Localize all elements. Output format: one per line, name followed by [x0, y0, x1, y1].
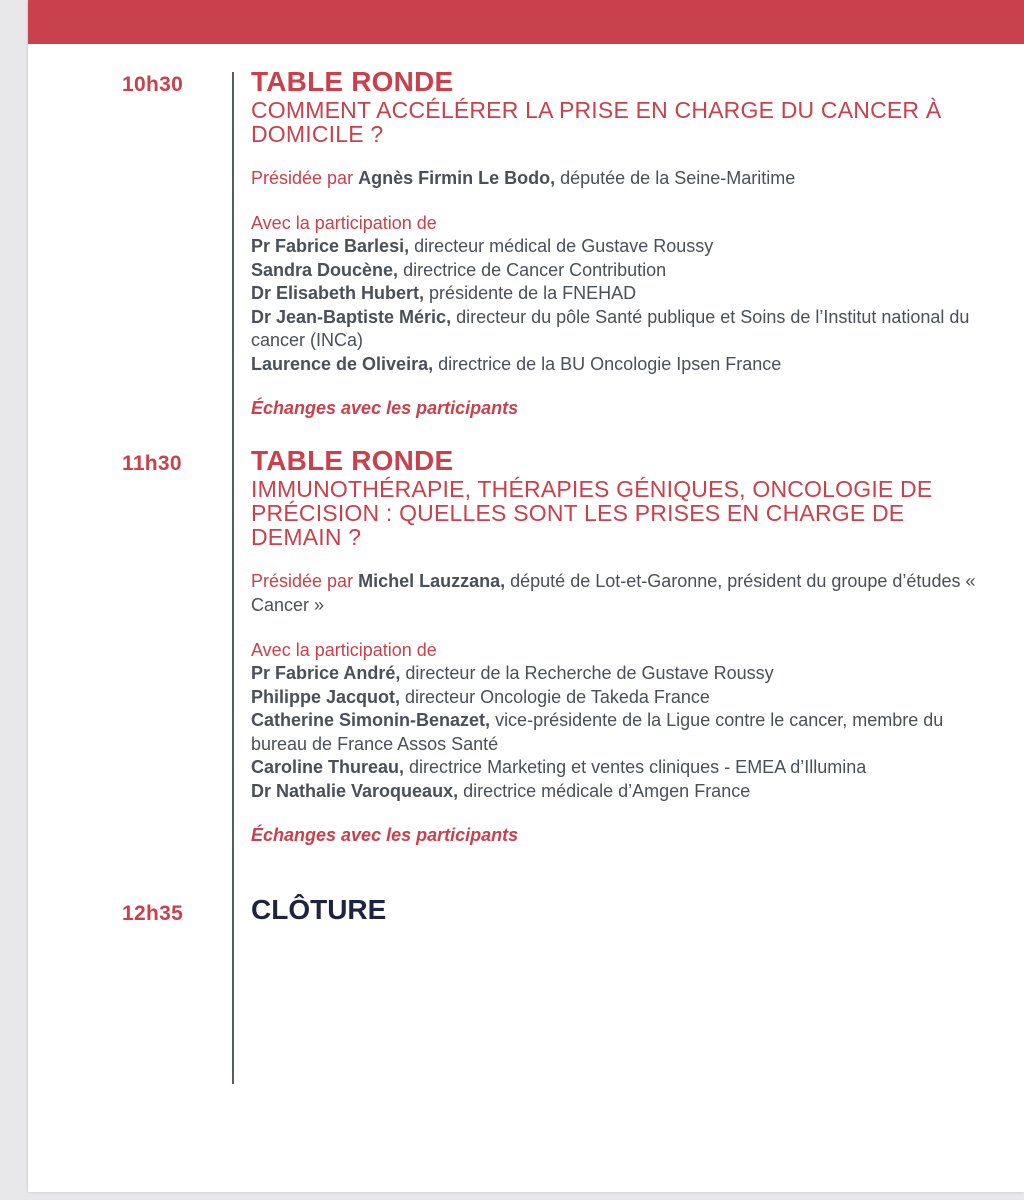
participant-name: Dr Jean-Baptiste Méric, [251, 306, 452, 327]
session-2-kicker: TABLE RONDE [251, 445, 454, 476]
session-1 [251, 68, 991, 419]
closing-title: CLÔTURE [251, 894, 387, 925]
participant [251, 662, 991, 686]
participant-role: directeur Oncologie de Takeda France [405, 686, 710, 707]
session-1-kicker: TABLE RONDE [251, 66, 454, 97]
participant-role: directeur médical de Gustave Roussy [414, 236, 714, 256]
chair-name: Michel Lauzzana, [358, 571, 506, 591]
participants-label: Avec la participation de [251, 640, 437, 660]
participants-list [251, 235, 991, 376]
participant [251, 686, 991, 710]
chair-role: député de Lot-et-Garonne, président du groupe d’études « Cancer » [251, 571, 976, 615]
exchanges-note: Échanges avec les participants [251, 825, 519, 845]
session-2-topic: IMMUNOTHÉRAPIE, THÉRAPIES GÉNIQUES, ONCOLOGIE DE PRÉCISION : QUELLES SONT LES PRISES EN CHARGE DE DEMAIN ? [251, 476, 933, 550]
participant-role: présidente de la FNEHAD [429, 283, 637, 303]
header-band [28, 0, 1024, 44]
participant-name: Caroline Thureau, [251, 757, 405, 777]
closing-time: 12h35 [122, 902, 184, 925]
participant [251, 259, 991, 283]
session-1-time: 10h30 [122, 73, 184, 96]
participant [251, 709, 991, 756]
participant-name: Pr Fabrice André, [251, 663, 401, 683]
session-1-chair [251, 166, 991, 190]
participant [251, 756, 991, 780]
participant [251, 353, 991, 377]
participant [251, 306, 991, 353]
participant-name: Dr Nathalie Varoqueaux, [251, 780, 459, 801]
chair-label: Présidée par [251, 168, 354, 188]
session-2-time: 11h30 [122, 452, 182, 475]
chair-name: Agnès Firmin Le Bodo, [358, 168, 556, 188]
participant-name: Catherine Simonin-Benazet, [251, 710, 491, 730]
session-2-chair [251, 569, 991, 617]
participant [251, 235, 991, 259]
chair-label: Présidée par [251, 571, 354, 591]
timeline-divider [232, 72, 234, 1084]
participant [251, 282, 991, 306]
program-page [28, 0, 1024, 1192]
participant-name: Dr Elisabeth Hubert, [251, 283, 425, 303]
participants-list [251, 662, 991, 803]
participant-role: vice-présidente de la Ligue contre le cancer, membre du bureau de France Assos Santé [251, 710, 944, 754]
exchanges-note: Échanges avec les participants [251, 398, 519, 418]
participant [251, 780, 991, 804]
participant-role: directrice Marketing et ventes cliniques - EMEA d’Illumina [409, 757, 867, 777]
participant-role: directrice médicale d’Amgen France [463, 780, 751, 801]
participant-name: Philippe Jacquot, [251, 686, 401, 707]
session-1-topic: COMMENT ACCÉLÉRER LA PRISE EN CHARGE DU CANCER À DOMICILE ? [251, 97, 942, 147]
participants-label: Avec la participation de [251, 213, 437, 233]
chair-role: députée de la Seine-Maritime [560, 168, 796, 188]
participant-role: directeur du pôle Santé publique et Soins de l’Institut national du cancer (INCa) [251, 306, 970, 350]
participant-name: Laurence de Oliveira, [251, 353, 434, 374]
participant-role: directrice de Cancer Contribution [403, 259, 667, 280]
participant-name: Pr Fabrice Barlesi, [251, 236, 410, 256]
participant-role: directeur de la Recherche de Gustave Roussy [405, 663, 774, 683]
participant-name: Sandra Doucène, [251, 259, 399, 280]
closing-session [251, 896, 991, 924]
session-2 [251, 447, 991, 846]
participant-role: directrice de la BU Oncologie Ipsen France [438, 353, 782, 374]
